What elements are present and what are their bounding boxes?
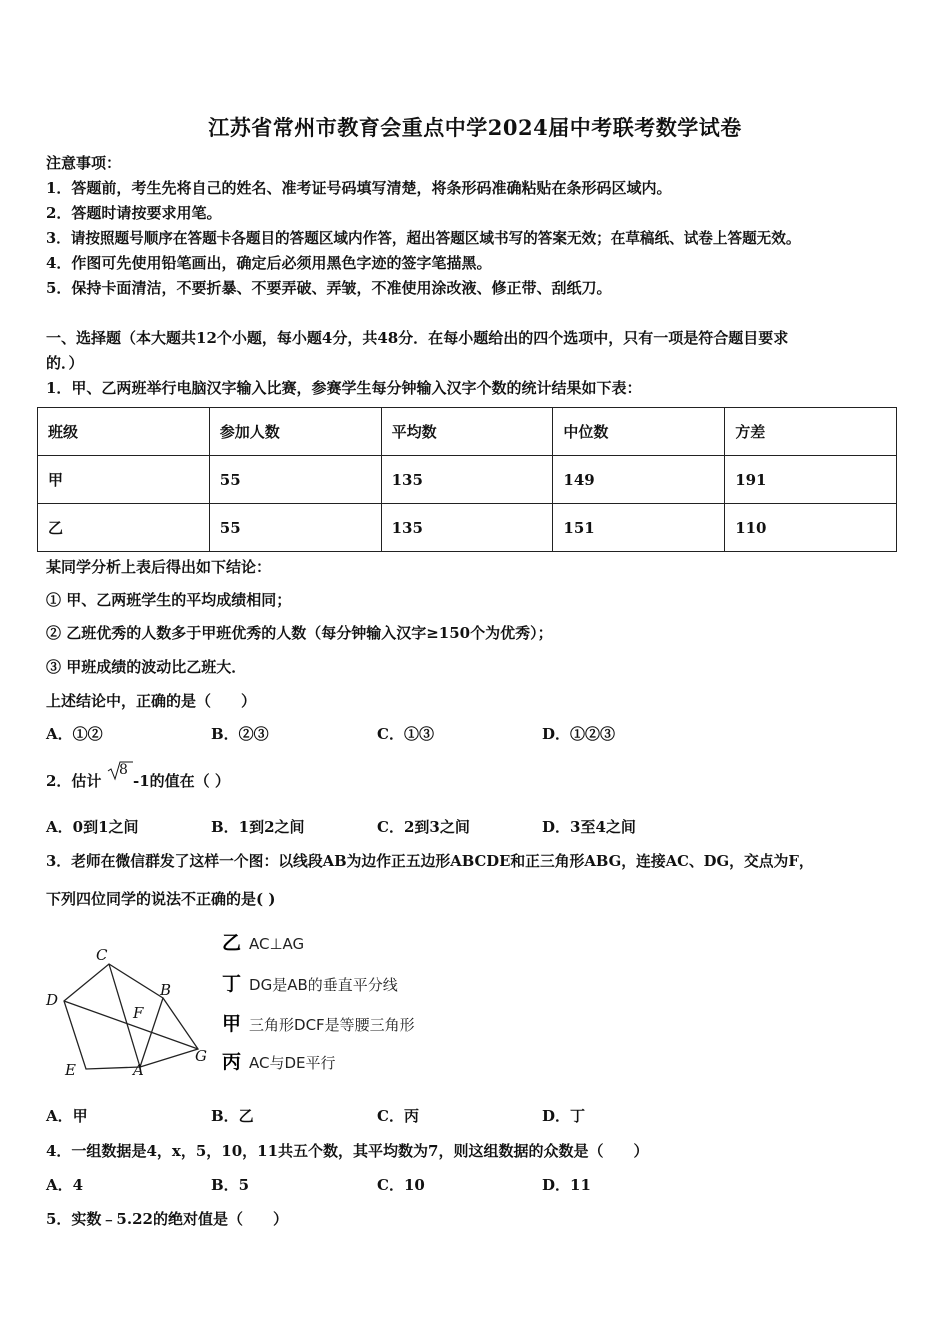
notice-heading: 注意事项： bbox=[46, 154, 122, 172]
page-title: 江苏省常州市教育会重点中学2024届中考联考数学试卷 bbox=[208, 115, 742, 140]
q1-conclusion: ② 乙班优秀的人数多于甲班优秀的人数（每分钟输入汉字≥150个为优秀）； bbox=[46, 624, 553, 642]
q3-stem-cont: 下列四位同学的说法不正确的是( ) bbox=[46, 890, 276, 908]
statement-speaker: 丙 bbox=[222, 1051, 242, 1073]
q1-conclusion: ③ 甲班成绩的波动比乙班大． bbox=[46, 658, 247, 676]
statement-text: AC与DE平行 bbox=[249, 1054, 336, 1072]
table-header-cell: 方差 bbox=[725, 408, 897, 456]
q3-stem: 3．老师在微信群发了这样一个图：以线段AB为边作正五边形ABCDE和正三角形ABG，连接AC、DG，交点为F， bbox=[46, 853, 814, 870]
statement-text: 三角形DCF是等腰三角形 bbox=[249, 1016, 415, 1034]
q2-prefix: 2．估计 bbox=[46, 772, 102, 790]
segment-dg bbox=[64, 1001, 198, 1049]
q3-statement bbox=[222, 969, 398, 996]
table-header-cell: 参加人数 bbox=[209, 408, 381, 456]
statement-speaker: 丁 bbox=[222, 973, 242, 995]
table-cell: 甲 bbox=[38, 456, 210, 504]
q1-analysis: 某同学分析上表后得出如下结论： bbox=[46, 558, 272, 576]
notice-item: 3．请按照题号顺序在答题卡各题目的答题区域内作答，超出答题区域书写的答案无效；在草稿纸、试卷上答题无效。 bbox=[46, 230, 801, 247]
table-cell: 55 bbox=[209, 456, 381, 504]
table-header-cell: 平均数 bbox=[381, 408, 553, 456]
table-cell: 乙 bbox=[38, 504, 210, 552]
table-cell: 135 bbox=[381, 456, 553, 504]
stats-table bbox=[37, 407, 897, 552]
table-header-cell: 中位数 bbox=[553, 408, 725, 456]
q2-option-c[interactable]: C．2到3之间 bbox=[377, 818, 470, 836]
label-d: D bbox=[46, 991, 59, 1009]
q3-statement bbox=[222, 1047, 336, 1074]
table-row bbox=[38, 456, 897, 504]
table-cell: 135 bbox=[381, 504, 553, 552]
notice-item: 1．答题前，考生先将自己的姓名、准考证号码填写清楚，将条形码准确粘贴在条形码区域内。 bbox=[46, 179, 672, 197]
triangle-abg bbox=[140, 998, 198, 1067]
table-header-cell: 班级 bbox=[38, 408, 210, 456]
q4-option-b[interactable]: B．5 bbox=[211, 1176, 250, 1194]
q1-option-b[interactable]: B．②③ bbox=[211, 725, 269, 743]
statement-text: DG是AB的垂直平分线 bbox=[249, 976, 398, 994]
q2-option-b[interactable]: B．1到2之间 bbox=[211, 818, 305, 836]
q1-option-c[interactable]: C．①③ bbox=[377, 725, 434, 743]
label-b: B bbox=[160, 981, 172, 999]
q4-stem: 4．一组数据是4，x，5，10，11共五个数，其平均数为7，则这组数据的众数是（ ） bbox=[46, 1142, 649, 1160]
q3-option-a[interactable]: A．甲 bbox=[46, 1107, 88, 1125]
section-heading: 一、选择题（本大题共12个小题，每小题4分，共48分．在每小题给出的四个选项中，只有一项是符合题目要求 bbox=[46, 329, 789, 347]
table-cell: 110 bbox=[725, 504, 897, 552]
label-g: G bbox=[195, 1047, 207, 1065]
q3-statement bbox=[222, 928, 304, 955]
q3-option-d[interactable]: D．丁 bbox=[542, 1107, 586, 1125]
q2-option-d[interactable]: D．3至4之间 bbox=[542, 818, 636, 836]
notice-item: 5．保持卡面清洁，不要折暴、不要弄破、弄皱，不准使用涂改液、修正带、刮纸刀。 bbox=[46, 279, 612, 297]
table-header-row bbox=[38, 408, 897, 456]
section-heading-cont: 的．） bbox=[46, 354, 84, 372]
table-cell: 151 bbox=[553, 504, 725, 552]
table-row bbox=[38, 504, 897, 552]
q4-option-c[interactable]: C．10 bbox=[377, 1176, 425, 1194]
q3-option-b[interactable]: B．乙 bbox=[211, 1107, 254, 1125]
statement-speaker: 乙 bbox=[222, 932, 242, 954]
label-e: E bbox=[65, 1061, 76, 1079]
statement-text: AC⊥AG bbox=[249, 935, 305, 953]
q4-option-a[interactable]: A．4 bbox=[46, 1176, 84, 1194]
q1-conclusion: ① 甲、乙两班学生的平均成绩相同； bbox=[46, 591, 292, 609]
statement-speaker: 甲 bbox=[222, 1013, 242, 1035]
q1-question: 上述结论中，正确的是（ ） bbox=[46, 692, 257, 710]
q1-stem: 1．甲、乙两班举行电脑汉字输入比赛，参赛学生每分钟输入汉字个数的统计结果如下表： bbox=[46, 379, 642, 397]
q1-option-a[interactable]: A．①② bbox=[46, 725, 103, 743]
q3-option-c[interactable]: C．丙 bbox=[377, 1107, 419, 1125]
q1-option-d[interactable]: D．①②③ bbox=[542, 725, 616, 743]
table-cell: 55 bbox=[209, 504, 381, 552]
label-f: F bbox=[133, 1004, 144, 1022]
table-cell: 149 bbox=[553, 456, 725, 504]
q2-option-a[interactable]: A．0到1之间 bbox=[46, 818, 139, 836]
q2-sqrt-value: 8 bbox=[119, 762, 128, 778]
label-a: A bbox=[133, 1061, 144, 1079]
q4-option-d[interactable]: D．11 bbox=[542, 1176, 591, 1194]
notice-item: 4．作图可先使用铅笔画出，确定后必须用黑色字迹的签字笔描黑。 bbox=[46, 254, 492, 272]
notice-item: 2．答题时请按要求用笔。 bbox=[46, 204, 222, 222]
pentagon-figure bbox=[40, 945, 220, 1080]
q3-statement bbox=[222, 1009, 415, 1036]
q2-suffix: -1的值在（ ） bbox=[133, 772, 230, 790]
q5-stem: 5．实数﹣5.22的绝对值是（ ） bbox=[46, 1210, 288, 1228]
label-c: C bbox=[96, 946, 108, 964]
table-cell: 191 bbox=[725, 456, 897, 504]
